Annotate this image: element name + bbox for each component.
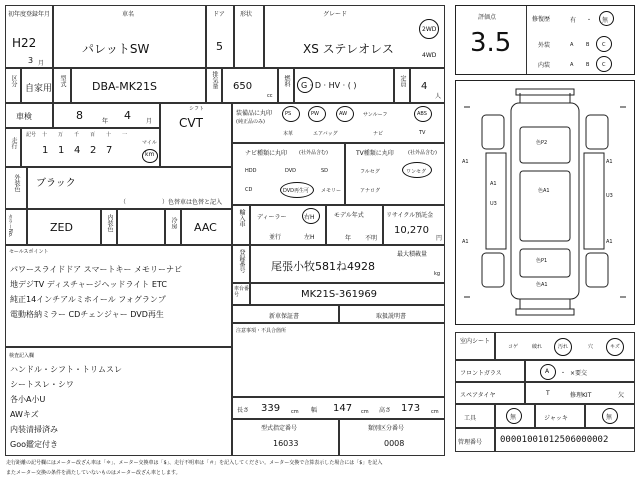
seat-item: コゲ: [508, 344, 519, 350]
inspector-line: シートスレ・シワ: [10, 380, 74, 389]
tv-cell: [345, 143, 445, 205]
glass-ng: ×要交: [570, 370, 588, 377]
type-label-cell: [53, 68, 71, 103]
mileage-digit: 4: [74, 145, 81, 156]
chassis-number: MK21S-361969: [301, 289, 378, 300]
glass-label: フロントガラス: [460, 370, 502, 377]
parallel-label: 並行: [269, 234, 282, 241]
inspector-line: 内装清掃済み: [10, 425, 58, 434]
interior-seat-label: 室内シート: [460, 338, 491, 345]
chassis-label-cell: [232, 283, 250, 305]
diagram-label: 色P2: [536, 140, 548, 146]
mgmt-label: 管理番号: [458, 439, 483, 446]
first-reg-month-unit: 月: [38, 60, 45, 67]
notes-cell: [232, 323, 445, 397]
tv-item: フルセグ: [360, 169, 380, 175]
glass-ok: A: [545, 368, 550, 375]
navi-item: CD: [245, 187, 253, 193]
model-year-status: 不明: [365, 235, 378, 242]
navi-item: DVD: [285, 168, 297, 174]
inspector-line: Goo鑑定付き: [10, 440, 58, 449]
length-unit: cm: [291, 409, 299, 415]
mileage-unit-header: 千: [74, 132, 80, 138]
right-hand-label: 右H: [304, 214, 315, 221]
interior-seat-cell: [495, 332, 635, 360]
chassis-cell: [250, 283, 445, 305]
equipment-item: サンルーフ: [363, 112, 388, 118]
score-divider: [526, 6, 527, 74]
navi-item: SD: [321, 168, 329, 174]
mileage-unit-header: 万: [58, 132, 64, 138]
cc-unit: cc: [267, 93, 273, 99]
exterior-grade-label: 外装: [538, 42, 551, 49]
ext-grade-b: B: [586, 42, 590, 48]
equipment-note: (純正品のみ): [236, 119, 265, 125]
person-unit: 人: [435, 93, 442, 100]
tools-label-cell: [455, 404, 495, 428]
fuel-label: 燃料: [283, 75, 290, 87]
equipment-item: ABS: [417, 111, 427, 117]
mileage-unit-header: 百: [90, 132, 96, 138]
manual-cell: [339, 305, 445, 323]
model-code-cell: [71, 68, 206, 103]
first-reg-cell: [5, 5, 53, 68]
tv-item: ワンセグ: [406, 169, 427, 175]
class-label: 類別区分番号: [368, 425, 405, 432]
jack-cell: [585, 404, 635, 428]
width-label: 幅: [311, 407, 318, 414]
model-year-unit: 年: [345, 235, 352, 242]
inspector-label: 検査記入欄: [9, 353, 35, 359]
displacement-cell: [222, 68, 278, 103]
mileage-unit-header: 十: [106, 132, 112, 138]
repair-no: 無: [602, 17, 609, 24]
jack-label: ジャッキ: [544, 415, 568, 422]
tv-note: (社外品含む): [408, 150, 437, 156]
car-name: パレットSW: [82, 42, 150, 56]
cooler-value: AAC: [194, 221, 217, 234]
car-diagram-box: [455, 80, 635, 325]
interior-color-label: 内装色: [106, 214, 113, 232]
chassis-label: 車台番号: [234, 286, 250, 298]
fuel-label-cell: [278, 68, 294, 103]
inspection-label: 車検: [16, 112, 32, 121]
displacement: 650: [233, 81, 253, 92]
mile-label: マイル: [142, 140, 157, 146]
spare-label: スペアタイヤ: [460, 392, 496, 399]
sales-point-line: パワースライドドア スマートキー メモリーナビ: [10, 265, 183, 274]
inspection-month: 4: [124, 109, 131, 122]
exterior-label-cell: [5, 167, 27, 209]
equipment-item: PS: [285, 111, 292, 117]
disp-label-cell: [206, 68, 222, 103]
seat-item: 汚れ: [558, 344, 569, 350]
spare-t: T: [546, 390, 550, 397]
navi-note: (社外品含む): [299, 150, 328, 156]
capacity-label-cell: [394, 68, 410, 103]
mileage-digit: 2: [90, 145, 97, 156]
cert-value: 16033: [273, 439, 299, 448]
navi-header: ナビ種類に丸印: [245, 150, 288, 157]
equipment-item: AW: [339, 111, 348, 117]
recycle-cell: [383, 205, 445, 245]
grade-value: XS ステレオレス: [303, 42, 394, 56]
car-name-label: 車名: [122, 11, 135, 18]
first-reg-label: 初年度登録年月: [8, 11, 51, 18]
warranty-label: 新車保証書: [269, 313, 300, 320]
ext-grade-c: C: [602, 42, 606, 48]
manual-label: 取扱説明書: [376, 313, 407, 320]
mileage-cell: [21, 128, 160, 167]
repair-separator: ・: [586, 17, 593, 24]
interior-seat-label-cell: [455, 332, 495, 360]
sales-point-line: 純正14インチアルミホイール フォグランプ: [10, 295, 166, 304]
score-box: [455, 5, 635, 75]
inspection-year-unit: 年: [102, 118, 109, 125]
inspector-line: AWキズ: [10, 410, 39, 419]
sales-point-line: 電動格納ミラー CDチェンジャー DVD再生: [10, 310, 164, 319]
left-hand-label: 左H: [304, 234, 315, 241]
interior-color-label-cell: [101, 209, 117, 245]
equipment-sub-item: ナビ: [373, 131, 384, 137]
diagram-label: 色A1: [538, 188, 550, 194]
inspector-line: ハンドル・シフト・トリムスレ: [10, 365, 122, 374]
glass-separator: ・: [560, 370, 567, 377]
int-grade-c: C: [602, 62, 606, 68]
km-label: km: [145, 151, 155, 158]
shape-cell: [234, 5, 264, 68]
registration-cell: [250, 245, 445, 283]
warranty-cell: [232, 305, 339, 323]
mileage-digit: 1: [42, 145, 49, 156]
mileage-label-cell: [5, 128, 21, 167]
int-grade-b: B: [586, 62, 590, 68]
color-code: ZED: [50, 221, 73, 234]
notes-label: 注意事項・不具合箇所: [236, 328, 287, 334]
navi-item: DVD再生可: [283, 188, 310, 194]
dealer-label: ディーラー: [257, 214, 287, 221]
grade-cell: [264, 5, 445, 68]
sales-points-label: セールスポイント: [9, 249, 49, 255]
repair-label: 修復歴: [532, 16, 551, 23]
height-label: 高さ: [379, 407, 392, 414]
jack-label-cell: [535, 404, 585, 428]
diagram-label: A1: [606, 159, 613, 165]
exterior-note: （ ）色替車は色替と記入: [120, 199, 223, 206]
glass-cell: [525, 360, 635, 382]
kbn-cell: [5, 68, 21, 103]
cert-cell: [232, 419, 339, 456]
length-label: 長さ: [237, 407, 250, 414]
shape-label: 形状: [240, 11, 253, 18]
score-label: 評価点: [478, 14, 497, 21]
navi-item: メモリー: [321, 188, 342, 194]
diagram-label: A1: [462, 239, 469, 245]
model-year-label: モデル年式: [334, 212, 364, 219]
diagram-label: 色A1: [536, 282, 548, 288]
drive-2wd: 2WD: [422, 26, 437, 33]
yen-unit: 円: [436, 235, 443, 242]
capacity-cell: [410, 68, 445, 103]
cooler-label: 冷房: [170, 217, 177, 229]
mileage-unit-header: 十: [42, 132, 48, 138]
height-unit: cm: [431, 409, 439, 415]
spare-cell: [525, 382, 635, 404]
height-value: 173: [401, 403, 421, 414]
navi-item: HDD: [245, 168, 257, 174]
mgmt-cell: [495, 428, 635, 452]
import-cell: [250, 205, 326, 245]
color-no-label: カラーNo.: [7, 214, 13, 238]
first-reg-month: 3: [28, 56, 34, 65]
score-value: 3.5: [470, 28, 512, 58]
capacity: 4: [421, 81, 428, 92]
inspection-cell: [53, 103, 160, 128]
cert-label: 型式指定番号: [261, 425, 298, 432]
sales-point-line: 地デジTV ディスチャージヘッドライト ETC: [10, 280, 167, 289]
disp-label: 排気量: [211, 71, 218, 89]
footer-line1: 走行距離の記号欄にはメーター改ざん車は「＊」、メーター交換車は「$」、走行不明車は「＃」を記入してください。メーター交換で合算表示した場合には「$」を記入: [6, 460, 383, 466]
spare-none: 欠: [618, 392, 625, 399]
shift-value: CVT: [179, 116, 203, 130]
drive-4wd: 4WD: [422, 52, 437, 59]
cooler-cell: [181, 209, 232, 245]
spare-label-cell: [455, 382, 525, 404]
model-code: DBA-MK21S: [92, 80, 157, 93]
shift-label: シフト: [189, 106, 205, 112]
fuel-cell: [294, 68, 394, 103]
ext-grade-a: A: [570, 42, 574, 48]
exterior-color: ブラック: [36, 178, 76, 189]
class-value: 0008: [384, 439, 405, 448]
inspection-label-cell: [5, 103, 53, 128]
jack-value: 無: [606, 414, 613, 421]
equipment-sub-item: TV: [419, 130, 426, 136]
equipment-label: 装備品に丸印: [236, 110, 273, 117]
kbn-label: 区分: [10, 75, 17, 87]
glass-label-cell: [455, 360, 525, 382]
equipment-sub-item: 本革: [283, 131, 294, 137]
max-load-label: 最大積載量: [397, 251, 428, 258]
width-unit: cm: [361, 409, 369, 415]
recycle-label: リサイクル預託金: [386, 212, 434, 219]
spare-kit: 修理KIT: [570, 392, 592, 399]
seat-item: 破れ: [532, 344, 543, 350]
fuel-options: G · D · HV · ( ): [301, 81, 357, 90]
tools-label: 工具: [464, 415, 477, 422]
type-label: 型式: [59, 75, 66, 87]
import-label-cell: [232, 205, 250, 245]
tools-cell: [495, 404, 535, 428]
doors-label: ドア: [213, 11, 225, 18]
registration-label: 登録番号: [238, 249, 245, 273]
car-name-cell: [53, 5, 206, 68]
doors-value: 5: [216, 40, 223, 53]
inspector-cell: [5, 347, 232, 456]
navi-cell: [232, 143, 345, 205]
use-cell: [21, 68, 53, 103]
inspection-year: 8: [76, 109, 83, 122]
exterior-cell: [27, 167, 232, 209]
color-no-label-cell: [5, 209, 27, 245]
exterior-label: 外装色: [13, 174, 20, 192]
diagram-label: U3: [606, 193, 613, 199]
recycle-value: 10,270: [394, 225, 429, 236]
mgmt-label-cell: [455, 428, 495, 452]
model-year-cell: [326, 205, 383, 245]
dimensions-cell: [232, 397, 445, 419]
inspection-month-unit: 月: [146, 118, 153, 125]
inspector-line: 各小A小U: [10, 395, 46, 404]
first-reg-year: H22: [12, 36, 37, 50]
interior-grade-label: 内装: [538, 62, 551, 69]
use-value: 自家用: [25, 84, 53, 94]
int-grade-a: A: [570, 62, 574, 68]
class-cell: [339, 419, 445, 456]
diagram-label: A1: [462, 159, 469, 165]
repair-yes: 有: [570, 17, 577, 24]
shift-cell: [160, 103, 232, 167]
diagram-label: 色P1: [536, 258, 548, 264]
seat-item: キズ: [610, 344, 620, 350]
diagram-label: A1: [606, 239, 613, 245]
length-value: 339: [261, 403, 281, 414]
registration-number: 尾張小牧581ね4928: [271, 260, 375, 273]
diagram-label: U3: [490, 201, 497, 207]
mileage-label: 走行: [10, 137, 17, 149]
equipment-sub-item: エアバッグ: [313, 131, 338, 137]
cooler-label-cell: [165, 209, 181, 245]
import-label: 輸入車: [238, 209, 245, 227]
mileage-unit-header: 記号: [26, 132, 37, 138]
diagram-label: A1: [490, 181, 497, 187]
registration-label-cell: [232, 245, 250, 283]
doors-cell: [206, 5, 234, 68]
capacity-label: 定員: [399, 75, 406, 87]
seat-item: 穴: [588, 344, 594, 350]
kg-unit: kg: [434, 271, 441, 277]
equipment-cell: [232, 103, 445, 143]
interior-color-cell: [117, 209, 165, 245]
grade-label: グレード: [323, 11, 348, 18]
mileage-digit: 7: [106, 145, 113, 156]
mileage-unit-header: 一: [122, 132, 128, 138]
equipment-item: PW: [311, 111, 319, 117]
width-value: 147: [333, 403, 353, 414]
tv-header: TV種類に丸印: [356, 150, 394, 157]
color-code-cell: [27, 209, 101, 245]
tools-value: 無: [510, 414, 517, 421]
sales-points-cell: [5, 245, 232, 347]
tv-item: アナログ: [360, 188, 381, 194]
mgmt-number: 0000100101250600000​2: [500, 435, 609, 445]
mileage-digit: 1: [58, 145, 65, 156]
footer-line2: またメーター交換の条件を満たしていないものはメーター改ざん車とします。: [6, 470, 181, 476]
